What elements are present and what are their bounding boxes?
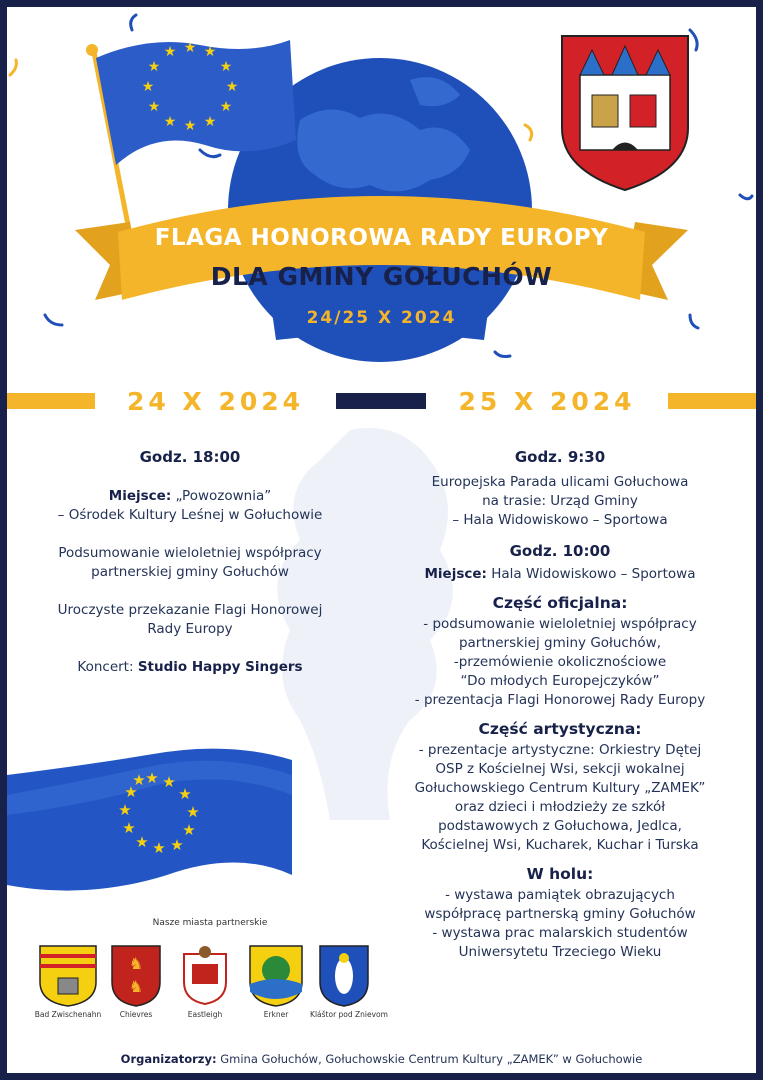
svg-text:★: ★ [147,99,161,115]
organizers-value: Gmina Gołuchów, Gołuchowskie Centrum Kultury „ZAMEK” w Gołuchowie [220,1052,643,1066]
day2-hall-line: współpracę partnerską gminy Gołuchów [424,906,696,922]
banner-line1-wrap [0,225,763,251]
day2-hall-line: - wystawa pamiątek obrazujących [445,887,675,903]
day2-parade-line1: Europejska Parada ulicami Gołuchowa [431,474,689,490]
left-yellow-bar [7,393,95,409]
center-navy-bar [336,393,426,409]
day2-artistic-line: OSP z Kościelnej Wsi, sekcji wokalnej [435,761,685,777]
svg-text:★: ★ [186,803,200,821]
chievres-crest-icon [110,944,162,1008]
day1-date: 24 X 2024 [126,387,305,416]
day2-artistic-title: Część artystyczna: [478,720,642,738]
day2-hall-line: Uniwersytetu Trzeciego Wieku [458,944,662,960]
svg-text:★: ★ [145,769,159,787]
partner-city-name: Bad Zwischenahn [34,1010,102,1019]
bad-zwischenahn-crest-icon [38,944,98,1008]
banner-line1: FLAGA HONOROWA RADY EUROPY [154,225,609,251]
svg-text:★: ★ [219,59,233,75]
svg-text:★: ★ [163,44,177,60]
day2-official-line: - prezentacja Flagi Honorowej Rady Europy [414,692,706,708]
partner-city-name: Eastleigh [187,1010,223,1019]
organizers-label: Organizatorzy: [120,1052,217,1066]
svg-text:★: ★ [132,771,146,789]
day2-artistic-line: podstawowych z Gołuchowa, Jedlca, [438,818,682,834]
day1-place-label: Miejsce: [108,488,172,504]
svg-text:★: ★ [118,801,132,819]
day2-official-line: “Do młodych Europejczyków” [460,673,660,689]
svg-text:★: ★ [163,114,177,130]
goluchow-coat-of-arms-icon [562,36,688,190]
svg-text:★: ★ [124,783,138,801]
banner-line2: DLA GMINY GOŁUCHÓW [210,262,553,291]
klastor-pod-znievom-crest-icon [318,944,370,1008]
svg-text:★: ★ [170,836,184,854]
svg-text:★: ★ [178,785,192,803]
organizers-footer [0,1052,763,1066]
day1-time: Godz. 18:00 [139,448,241,466]
partner-city-name: Kláštor pod Znievom [310,1010,388,1019]
svg-text:★: ★ [162,773,176,791]
eastleigh-crest-icon [176,944,234,1008]
day2-artistic-line: oraz dzieci i młodzieży ze szkół [454,799,666,815]
svg-text:★: ★ [122,819,136,837]
day2-artistic-line: Gołuchowskiego Centrum Kultury „ZAMEK” [414,780,706,796]
day1-place-value: „Powozownia” [175,488,272,504]
svg-text:★: ★ [135,833,149,851]
day1-summary-line2: partnerskiej gminy Gołuchów [91,564,289,580]
svg-text:★: ★ [183,118,197,134]
partner-city-name: Erkner [263,1010,289,1019]
svg-text:★: ★ [219,99,233,115]
day2-column [395,448,725,962]
partner-city-name: Chievres [119,1010,153,1019]
banner-dates: 24/25 X 2024 [306,308,457,328]
day2-hall-line: - wystawa prac malarskich studentów [432,925,688,941]
partners-title: Nasze miasta partnerskie [152,918,268,928]
day1-handover-line2: Rady Europy [147,621,233,637]
erkner-crest-icon [248,944,304,1008]
waving-eu-flag-icon [7,735,307,905]
svg-text:★: ★ [203,44,217,60]
day2-artistic-line: Kościelnej Wsi, Kucharek, Kuchar i Turska [421,837,699,853]
day2-official-line: -przemówienie okolicznościowe [453,654,667,670]
day2-official-line: - podsumowanie wieloletniej współpracy [423,616,697,632]
day1-column [20,448,360,677]
svg-text:♞: ♞ [128,954,144,973]
svg-text:★: ★ [203,114,217,130]
svg-text:★: ★ [183,40,197,56]
day2-official-line: partnerskiej gminy Gołuchów, [458,635,662,651]
day1-handover-line1: Uroczyste przekazanie Flagi Honorowej [57,602,323,618]
day2-parade-line3: – Hala Widowiskowo – Sportowa [452,512,668,528]
right-yellow-bar [668,393,756,409]
svg-text:★: ★ [225,79,239,95]
day2-date: 25 X 2024 [458,387,636,416]
svg-text:★: ★ [152,839,166,857]
eu-flag-icon [96,40,296,165]
day2-place-value: Hala Widowiskowo – Sportowa [491,566,696,582]
svg-text:♞: ♞ [128,977,144,996]
day2-artistic-line: - prezentacje artystyczne: Orkiestry Dętej [418,742,702,758]
day2-place-label: Miejsce: [424,566,487,582]
day1-concert-label: Koncert: [77,659,134,675]
day2-parade-line2: na trasie: Urząd Gminy [482,493,638,509]
day2-official-title: Część oficjalna: [492,594,628,612]
day2-time2: Godz. 10:00 [509,542,611,560]
svg-text:★: ★ [182,821,196,839]
day1-concert-value: Studio Happy Singers [137,659,303,675]
svg-text:★: ★ [147,59,161,75]
day1-place-line2: – Ośrodek Kultury Leśnej w Gołuchowie [57,507,323,523]
day2-hall-title: W holu: [526,865,594,883]
day1-summary-line1: Podsumowanie wieloletniej współpracy [58,545,322,561]
day2-time1: Godz. 9:30 [514,448,606,466]
banner-dates-wrap [0,308,763,328]
banner-line2-wrap [0,262,763,291]
svg-text:★: ★ [141,79,155,95]
